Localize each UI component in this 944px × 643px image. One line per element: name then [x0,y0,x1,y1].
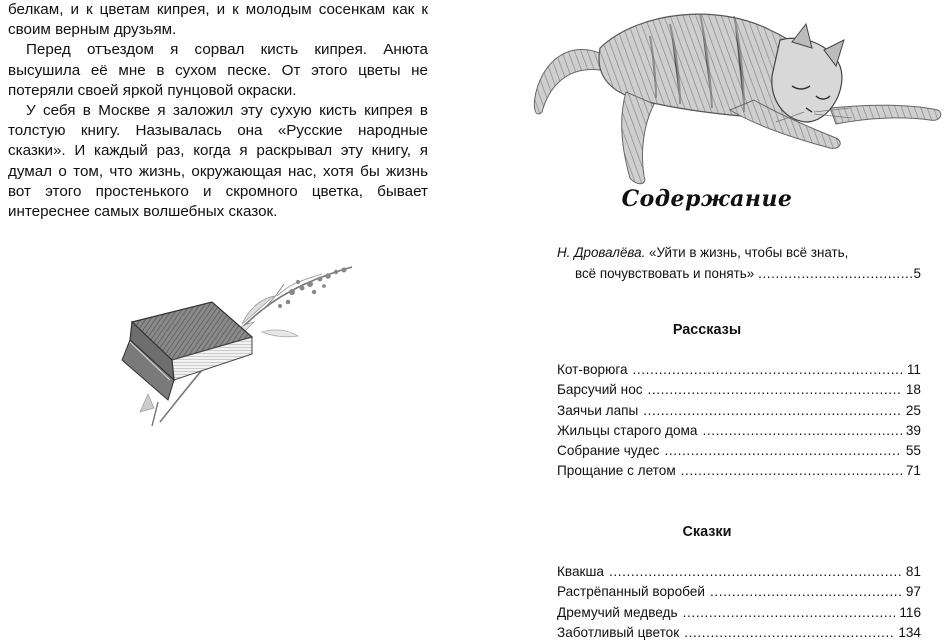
toc-intro-author: Н. Дровалёва. [557,245,646,260]
section-heading-stories: Рассказы [672,322,742,338]
dot-leader [609,562,902,582]
toc-item[interactable] [557,380,921,400]
toc-item[interactable] [557,562,921,582]
toc-title: Содержание [621,186,793,212]
dot-leader [683,603,896,623]
toc-item-title: Собрание чудес [557,443,660,459]
dot-leader [702,421,901,441]
story-paragraph-3: У себя в Москве я заложил эту сухую кисть кипрея в толстую книгу. Называлась она «Русские народные сказки». И каждый раз, когда я раскрывал эту книгу, я думал о том, что жизнь, окружающая нас, хотя бы жизнь вот этого простенького и скромного цветка, бывает интереснее самых волшебных сказок. [8,102,428,221]
toc-item[interactable] [557,401,921,421]
toc-intro-title-line1: «Уйти в жизнь, чтобы всё знать, [649,245,849,260]
toc-item-title: Прощание с летом [557,463,676,479]
right-page [470,0,944,640]
toc-list-tales [557,562,921,643]
toc-item-page: 81 [905,564,921,579]
dot-leader [758,264,913,285]
toc-item-page: 11 [906,362,921,377]
toc-item[interactable] [557,360,921,380]
toc-list-stories [557,360,921,482]
toc-item-page: 116 [899,604,921,620]
toc-item-page: 55 [905,443,921,459]
toc-intro-title-line2: всё почувствовать и понять» [575,265,755,281]
section-heading-tales: Сказки [682,524,732,540]
toc-intro-first-line [557,243,921,264]
toc-intro-entry [557,243,921,284]
toc-item-page: 97 [905,584,921,600]
story-paragraph-1: белкам, и к цветам кипрея, и к молодым сосенкам как к своим верным друзьям. [8,1,428,39]
dot-leader [681,461,902,481]
toc-item-title: Барсучий нос [557,382,643,398]
book-with-dried-flower-illustration [112,262,362,442]
story-paragraph-2: Перед отъездом я сорвал кисть кипрея. Анюта высушила её мне в сухом песке. От этого цветы не потеряли своей яркой пунцовой окраски. [8,41,428,99]
toc-intro-second-line [557,264,921,285]
toc-item-title: Жильцы старого дома [557,422,698,438]
toc-item[interactable] [557,441,921,461]
toc-intro-page: 5 [913,265,921,281]
toc-item-title: Заботливый цветок [557,624,680,640]
toc-item-title: Заячьи лапы [557,402,639,418]
story-text [8,0,428,222]
dot-leader [648,380,902,400]
toc-item-title: Растрёпанный воробей [557,584,705,600]
toc-item[interactable] [557,421,921,441]
toc-item-page: 39 [905,422,921,438]
toc-item-page: 18 [905,382,921,398]
toc-item-title: Кот-ворюга [557,362,628,377]
dot-leader [710,582,902,602]
toc-item-page: 71 [905,463,921,479]
dot-leader [664,441,901,461]
toc-item[interactable] [557,461,921,481]
toc-item[interactable] [557,582,921,602]
toc-item-page: 134 [898,624,921,640]
toc-item-page: 25 [905,402,921,418]
toc-item-title: Дремучий медведь [557,604,678,620]
dot-leader [633,360,903,380]
toc-item-title: Квакша [557,564,604,579]
toc-item[interactable] [557,603,921,623]
dot-leader [643,401,902,421]
